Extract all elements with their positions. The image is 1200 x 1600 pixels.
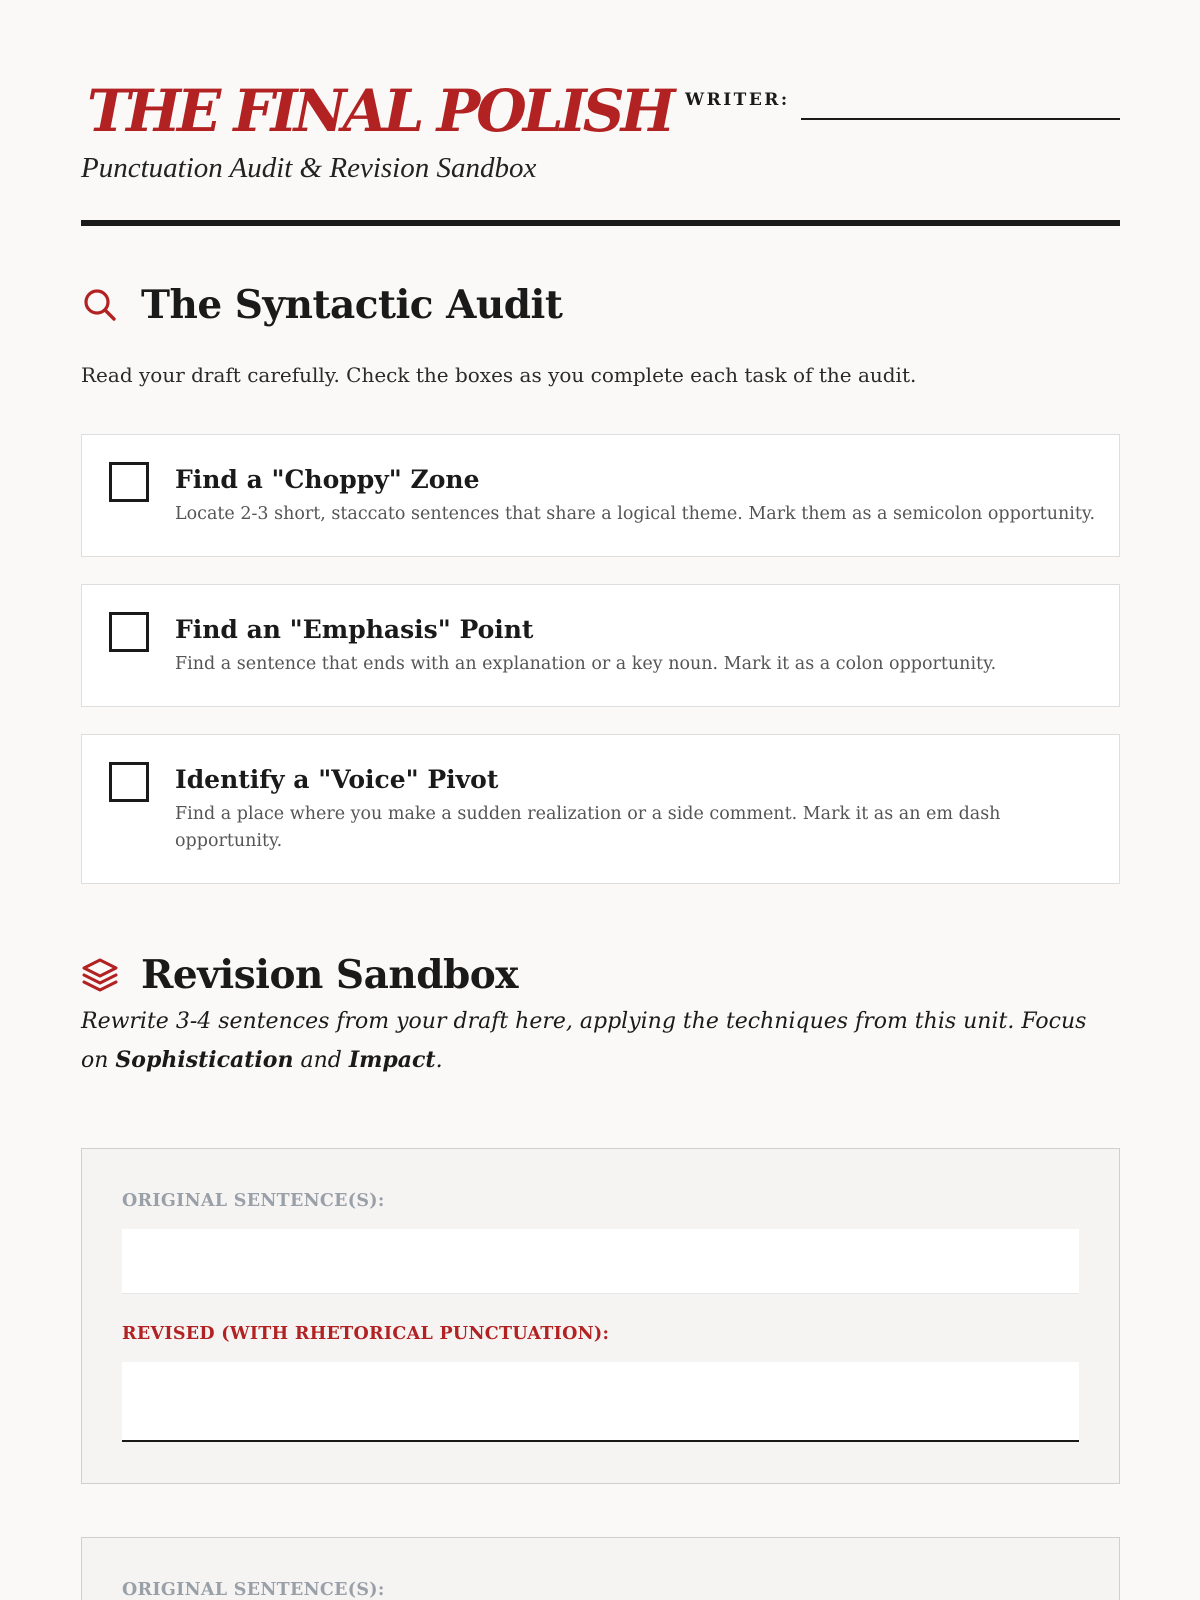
page-header <box>81 0 1120 228</box>
sandbox-intro-text: and <box>293 1048 349 1073</box>
audit-task-card <box>81 734 1120 884</box>
sandbox-intro <box>81 1003 1120 1080</box>
audit-task-card <box>81 584 1120 707</box>
revision-entry-card <box>81 1537 1120 1600</box>
writer-field-group <box>685 88 1120 122</box>
audit-task-checkbox[interactable] <box>109 762 149 802</box>
page-title: THE FINAL POLISH <box>87 77 672 145</box>
original-sentence-label: ORIGINAL SENTENCE(S): <box>122 1191 385 1211</box>
writer-input[interactable] <box>801 118 1120 120</box>
sandbox-section-heading <box>81 952 518 998</box>
sandbox-intro-text: Rewrite 3-4 sentences from your draft here, applying the techniques from this unit. Focus on <box>81 1009 1087 1073</box>
sandbox-section-title: Revision Sandbox <box>141 952 519 998</box>
sandbox-intro-emphasis: Sophistication <box>115 1047 294 1073</box>
audit-section-heading <box>81 282 562 328</box>
audit-task-checkbox[interactable] <box>109 612 149 652</box>
sandbox-intro-emphasis: Impact <box>348 1047 436 1073</box>
original-sentence-label: ORIGINAL SENTENCE(S): <box>122 1580 385 1600</box>
revised-sentence-input[interactable] <box>122 1362 1079 1442</box>
audit-task-checkbox[interactable] <box>109 462 149 502</box>
revised-sentence-label: REVISED (WITH RHETORICAL PUNCTUATION): <box>122 1324 610 1344</box>
sandbox-intro-text: . <box>435 1048 443 1073</box>
page-subtitle: Punctuation Audit & Revision Sandbox <box>81 152 537 184</box>
worksheet-page <box>81 0 1120 1600</box>
search-icon <box>81 286 119 324</box>
revision-entry-card <box>81 1148 1120 1484</box>
audit-task-description: Locate 2-3 short, staccato sentences that share a logical theme. Mark them as a semicolon opportunity. <box>175 504 1096 524</box>
original-sentence-input[interactable] <box>122 1229 1079 1294</box>
audit-intro: Read your draft carefully. Check the boxes as you complete each task of the audit. <box>81 363 917 387</box>
audit-task-card <box>81 434 1120 557</box>
audit-task-title: Find a "Choppy" Zone <box>175 465 480 494</box>
header-divider <box>81 220 1120 226</box>
audit-task-description: Find a place where you make a sudden realization or a side comment. Mark it as an em dash opportunity. <box>175 804 1001 851</box>
audit-task-description: Find a sentence that ends with an explanation or a key noun. Mark it as a colon opportunity. <box>175 654 997 674</box>
audit-section-title: The Syntactic Audit <box>141 282 563 328</box>
writer-label: WRITER: <box>685 90 790 110</box>
audit-task-title: Find an "Emphasis" Point <box>175 615 534 644</box>
audit-task-title: Identify a "Voice" Pivot <box>175 765 499 794</box>
layers-icon <box>81 956 119 994</box>
